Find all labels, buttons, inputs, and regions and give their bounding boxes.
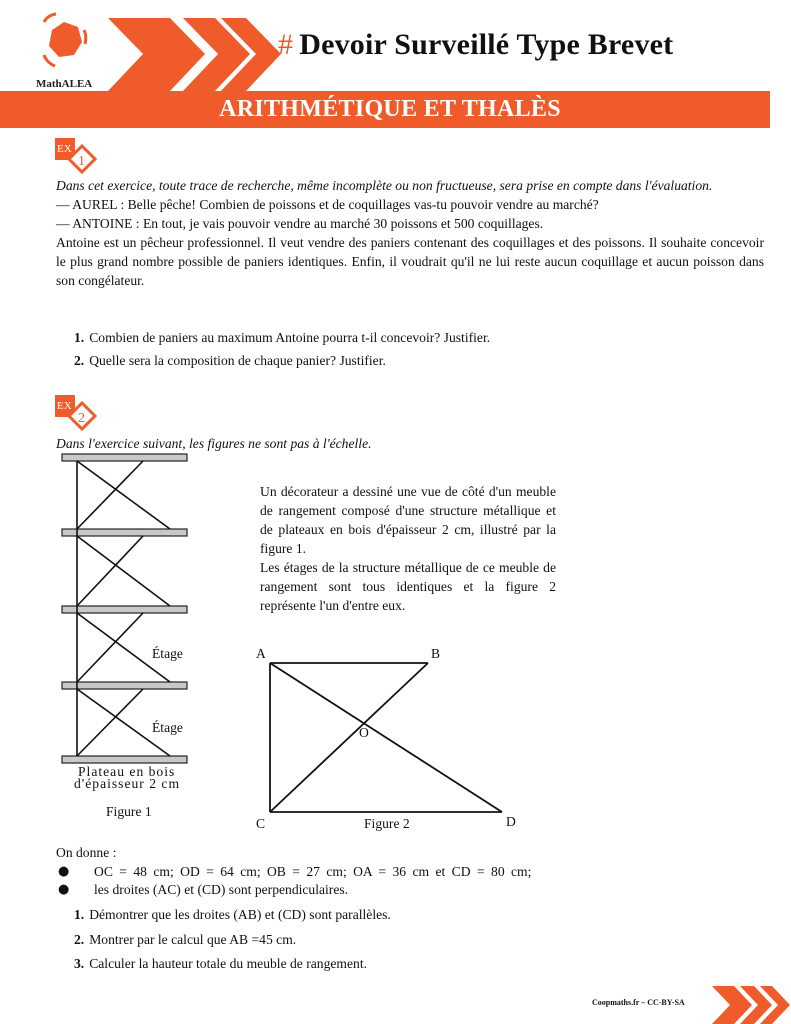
question-number: 3. [74, 956, 85, 971]
exercise-2-intro: Dans l'exercice suivant, les figures ne sont pas à l'échelle. [56, 436, 372, 451]
exercise-2-badge [55, 395, 105, 435]
figure-2-geometry-diagram [240, 640, 540, 840]
exercise-1-question-1 [74, 330, 490, 346]
footer-chevrons-icon [712, 986, 791, 1024]
mathalea-logo-icon [44, 14, 86, 66]
exercise-1-badge [55, 138, 105, 178]
svg-text:EX: EX [57, 400, 72, 412]
point-c-label: C [256, 816, 266, 831]
exercise-1-intro: Dans cet exercice, toute trace de recherche, même incomplète ou non fructueuse, sera prise en compte dans l'évaluation. [56, 178, 713, 193]
exercise-1-statement: Antoine est un pêcheur professionnel. Il veut vendre des paniers contenant des coquillages et des poissons. Il souhaite concevoir le plus grand nombre possible de paniers identiques. Enfin, il voudrait qu'il ne lui reste aucun coquillage et aucun poisson dans son congélateur. [56, 235, 764, 288]
question-number: 2. [74, 353, 85, 368]
point-o-label: O [359, 725, 369, 740]
description-paragraph-2: Les étages de la structure métallique de ce meuble de rangement sont tous identiques et la figure 2 représente l'un d'entre eux. [260, 560, 556, 613]
bullet-icon: ● [58, 882, 70, 897]
question-number: 2. [74, 932, 85, 947]
label-etage-upper: Étage [152, 646, 183, 661]
figure-2-caption: Figure 2 [364, 816, 410, 831]
figure-1-caption: Figure 1 [106, 804, 152, 819]
svg-text:EX: EX [57, 143, 72, 155]
exercise-2-question-2 [74, 932, 296, 948]
point-a-label: A [256, 646, 266, 661]
dialogue-antoine: — ANTOINE : En tout, je vais pouvoir vendre au marché 30 poissons et 500 coquillages. [56, 216, 544, 231]
point-d-label: D [506, 814, 516, 829]
label-plateau-line1: Plateau en bois [78, 764, 176, 779]
question-text: Combien de paniers au maximum Antoine pourra t-il concevoir? Justifier. [89, 330, 491, 345]
given-lengths: OC = 48 cm; OD = 64 cm; OB = 27 cm; OA = 36 cm et CD = 80 cm; [94, 864, 532, 879]
given-label: On donne : [56, 845, 117, 860]
label-etage-lower: Étage [152, 720, 183, 735]
label-plateau-line2: d'épaisseur 2 cm [74, 776, 181, 791]
exercise-2-question-1 [74, 907, 391, 923]
exercise-2-question-3 [74, 956, 367, 972]
logo-label: MathALEA [36, 78, 93, 90]
description-paragraph-1: Un décorateur a dessiné une vue de côté d'un meuble de rangement composé d'une structure métallique et de plateaux en bois d'épaisseur 2 cm, illustré par la figure 1. [260, 484, 556, 556]
svg-text:2: 2 [78, 411, 85, 426]
bullet-icon: ● [58, 864, 70, 879]
given-perpendicular: les droites (AC) et (CD) sont perpendiculaires. [94, 882, 349, 897]
exercise-1-question-2 [74, 353, 386, 369]
exercise-2-description [260, 482, 556, 615]
chevron-1-icon [108, 18, 205, 91]
page-title-text: Devoir Surveillé Type Brevet [299, 28, 674, 61]
svg-text:1: 1 [78, 154, 85, 169]
question-text: Démontrer que les droites (AB) et (CD) sont parallèles. [89, 907, 391, 922]
exercise-1-text [56, 176, 764, 290]
question-text: Montrer par le calcul que AB =45 cm. [89, 932, 297, 947]
dialogue-aurel: — AUREL : Belle pêche! Combien de poissons et de coquillages vas-tu pouvoir vendre au marché? [56, 197, 599, 212]
footer-credit: Coopmaths.fr – CC-BY-SA [592, 998, 685, 1007]
question-text: Calculer la hauteur totale du meuble de rangement. [89, 956, 368, 971]
question-number: 1. [74, 907, 85, 922]
section-title: ARITHMÉTIQUE ET THALÈS [219, 96, 561, 122]
question-text: Quelle sera la composition de chaque panier? Justifier. [89, 353, 386, 368]
question-number: 1. [74, 330, 85, 345]
page-title [278, 28, 673, 62]
point-b-label: B [431, 646, 441, 661]
hash-icon: # [278, 28, 294, 61]
